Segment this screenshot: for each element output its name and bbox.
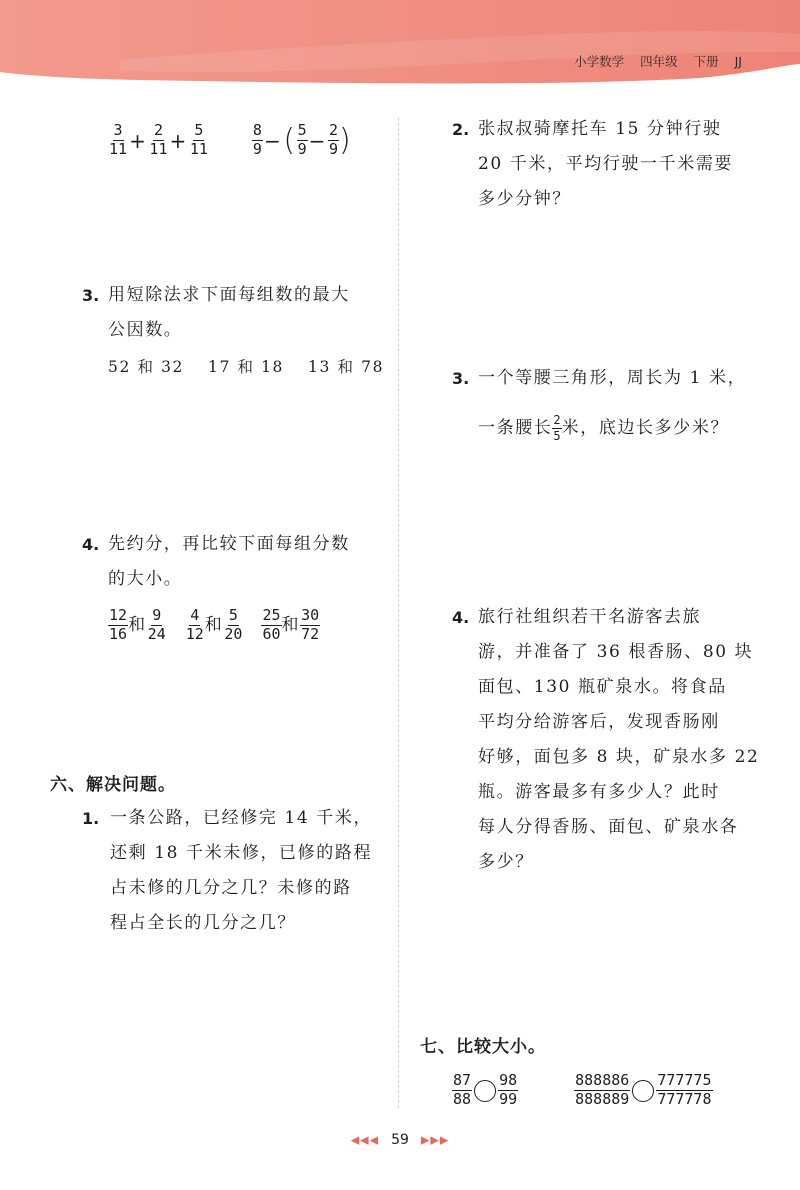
fraction: $\frac{777775}{777778}$ xyxy=(657,1071,712,1108)
question-text: 先约分，再比较下面每组分数 xyxy=(108,534,350,554)
page-footer xyxy=(0,1132,800,1148)
question-text: 公因数。 xyxy=(108,320,183,340)
problem-text: 一个等腰三角形，周长为 1 米， xyxy=(478,368,747,388)
problem-text: 程占全长的几分之几？ xyxy=(110,913,296,933)
question-number: 4. xyxy=(82,535,100,554)
question-number: 3. xyxy=(452,369,470,388)
fraction: $\frac{25}{60}$ xyxy=(262,606,281,643)
question-number: 3. xyxy=(82,286,100,305)
header-subject: 小学数学 xyxy=(574,54,625,69)
problem-text: 张叔叔骑摩托车 15 分钟行驶 xyxy=(478,119,722,139)
problem-text: 旅行社组织若干名游客去旅 xyxy=(478,607,702,627)
problem-text: 多少？ xyxy=(478,852,534,872)
problem-text: 每人分得香肠、面包、矿泉水各 xyxy=(478,817,739,837)
header-book-info xyxy=(562,52,742,70)
fraction: $\frac{98}{99}$ xyxy=(499,1071,518,1108)
problem-text-with-fraction xyxy=(478,408,746,448)
header-edition: JJ xyxy=(734,54,742,69)
problem-text: 好够，面包多 8 块，矿泉水多 22 xyxy=(478,747,760,767)
compare-pair xyxy=(452,1068,518,1112)
question-3-gcd xyxy=(108,278,408,385)
fraction: $\frac{87}{88}$ xyxy=(453,1071,472,1108)
left-arrows-icon: ◀◀◀ xyxy=(350,1133,380,1147)
question-text: 用短除法求下面每组数的最大 xyxy=(108,285,350,305)
fraction: $\frac{3}{11}$ xyxy=(109,121,128,158)
operator: − xyxy=(263,128,283,153)
gcd-group: 52 和 32 xyxy=(108,358,185,376)
column-divider xyxy=(398,118,399,1108)
fraction: $\frac{2}{5}$ xyxy=(553,413,561,443)
header-banner xyxy=(0,0,800,100)
compare-pair xyxy=(574,1068,712,1112)
section-title: 六、解决问题。 xyxy=(50,775,176,795)
fraction: $\frac{5}{20}$ xyxy=(224,606,243,643)
page-number: 59 xyxy=(391,1132,409,1148)
joiner-text: 和 xyxy=(204,615,224,635)
answer-circle[interactable] xyxy=(474,1080,496,1102)
fraction: $\frac{2}{11}$ xyxy=(149,121,168,158)
header-grade: 四年级 xyxy=(640,54,678,69)
operator: − xyxy=(308,128,328,153)
gcd-group: 17 和 18 xyxy=(208,358,285,376)
problem-text: 一条公路，已经修完 14 千米， xyxy=(110,808,373,828)
question-number: 1. xyxy=(82,809,100,828)
fraction: $\frac{888886}{888889}$ xyxy=(575,1071,630,1108)
problem-text: 面包、130 瓶矿泉水。将食品 xyxy=(478,677,727,697)
answer-circle[interactable] xyxy=(632,1080,654,1102)
fraction-pair xyxy=(108,606,167,643)
gcd-group: 13 和 78 xyxy=(308,358,385,376)
close-paren: ) xyxy=(339,122,353,158)
fraction-pair xyxy=(261,606,320,643)
compare-sizes xyxy=(452,1068,733,1112)
problem-text: 平均分给游客后，发现香肠刚 xyxy=(478,712,720,732)
joiner-text: 和 xyxy=(281,615,301,635)
fraction: $\frac{4}{12}$ xyxy=(185,606,204,643)
problem-text: 占未修的几分之几？未修的路 xyxy=(110,878,352,898)
right-arrows-icon: ▶▶▶ xyxy=(420,1133,450,1147)
fraction: $\frac{8}{9}$ xyxy=(252,121,262,158)
problem-2-motorcycle xyxy=(478,112,733,217)
problem-text: 多少分钟？ xyxy=(478,189,571,209)
operator: + xyxy=(129,128,148,153)
gcd-groups xyxy=(108,350,408,385)
problem-text: 20 千米，平均行驶一千米需要 xyxy=(478,154,734,174)
header-volume: 下册 xyxy=(693,54,719,69)
fraction: $\frac{5}{9}$ xyxy=(297,121,307,158)
fraction-pairs xyxy=(108,603,350,647)
question-4-compare-fractions xyxy=(108,527,350,647)
problem-text: 游，并准备了 36 根香肠、80 块 xyxy=(478,642,754,662)
calc-row xyxy=(108,118,352,163)
section-title: 七、比较大小。 xyxy=(420,1037,546,1057)
banner-shape xyxy=(0,0,800,100)
question-number: 4. xyxy=(452,608,470,627)
fraction-pair xyxy=(185,606,244,643)
fraction: $\frac{2}{9}$ xyxy=(329,121,339,158)
joiner-text: 和 xyxy=(128,615,147,635)
operator: + xyxy=(169,128,188,153)
problem-text: 米，底边长多少米？ xyxy=(561,418,730,438)
problem-text: 瓶。游客最多有多少人？此时 xyxy=(478,782,720,802)
calc-expr-2 xyxy=(252,121,353,158)
question-number: 2. xyxy=(452,120,470,139)
fraction: $\frac{30}{72}$ xyxy=(301,606,320,643)
problem-text: 一条腰长 xyxy=(478,418,553,438)
question-text: 的大小。 xyxy=(108,569,183,589)
problem-3-triangle xyxy=(478,361,746,448)
fraction: $\frac{5}{11}$ xyxy=(189,121,208,158)
fraction: $\frac{12}{16}$ xyxy=(109,606,128,643)
fraction: $\frac{9}{24}$ xyxy=(147,606,166,643)
open-paren: ( xyxy=(283,122,297,158)
problem-4-tour-group xyxy=(478,600,759,880)
problem-1-road xyxy=(110,801,372,941)
calc-expr-1 xyxy=(108,121,216,158)
problem-text: 还剩 18 千米未修，已修的路程 xyxy=(110,843,373,863)
